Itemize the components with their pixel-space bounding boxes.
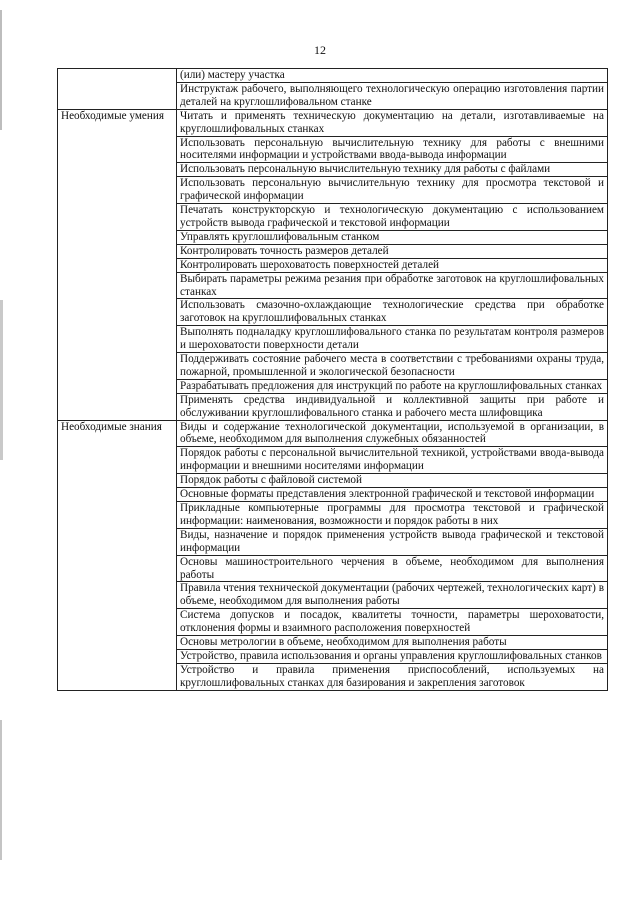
list-item: (или) мастеру участка <box>177 69 608 83</box>
list-item: Читать и применять техническую документацию на детали, изготавливаемые на круглошлифовальных станках <box>177 109 608 136</box>
section-label <box>58 69 177 110</box>
section-label: Необходимые знания <box>58 420 177 690</box>
list-item: Выбирать параметры режима резания при обработке заготовок на круглошлифовальных станках <box>177 272 608 299</box>
list-item: Поддерживать состояние рабочего места в соответствии с требованиями охраны труда, пожарной, промышленной и экологической безопасности <box>177 353 608 380</box>
list-item: Использовать персональную вычислительную технику для работы с внешними носителями информации и устройствами ввода-вывода информации <box>177 136 608 163</box>
page-number: 12 <box>314 43 326 57</box>
list-item: Основные форматы представления электронной графической и текстовой информации <box>177 488 608 502</box>
table-body <box>58 69 608 691</box>
table-row <box>58 69 608 83</box>
table-row <box>58 109 608 136</box>
list-item: Виды, назначение и порядок применения устройств вывода графической и текстовой информации <box>177 528 608 555</box>
list-item: Устройство и правила применения приспособлений, используемых на круглошлифовальных станках для базирования и закрепления заготовок <box>177 663 608 690</box>
scan-edge-marks <box>0 0 14 915</box>
list-item: Выполнять подналадку круглошлифовального станка по результатам контроля размеров и шероховатости поверхности детали <box>177 326 608 353</box>
list-item: Управлять круглошлифовальным станком <box>177 230 608 244</box>
list-item: Разрабатывать предложения для инструкций по работе на круглошлифовальных станках <box>177 379 608 393</box>
list-item: Устройство, правила использования и органы управления круглошлифовальных станков <box>177 649 608 663</box>
list-item: Система допусков и посадок, квалитеты точности, параметры шероховатости, отклонения формы и взаимного расположения поверхностей <box>177 609 608 636</box>
list-item: Печатать конструкторскую и технологическую документацию с использованием устройств вывода графической и текстовой информации <box>177 204 608 231</box>
list-item: Порядок работы с персональной вычислительной техникой, устройствами ввода-вывода информации и внешними носителями информации <box>177 447 608 474</box>
list-item: Применять средства индивидуальной и коллективной защиты при работе и обслуживании круглошлифовального станка и рабочего места шлифовщика <box>177 393 608 420</box>
list-item: Основы метрологии в объеме, необходимом для выполнения работы <box>177 636 608 650</box>
list-item: Инструктаж рабочего, выполняющего технологическую операцию изготовления партии деталей на круглошлифовальном станке <box>177 82 608 109</box>
list-item: Основы машиностроительного черчения в объеме, необходимом для выполнения работы <box>177 555 608 582</box>
list-item: Виды и содержание технологической документации, используемой в организации, в объеме, необходимом для выполнения служебных обязанностей <box>177 420 608 447</box>
list-item: Правила чтения технической документации (рабочих чертежей, технологических карт) в объеме, необходимом для выполнения работы <box>177 582 608 609</box>
list-item: Использовать смазочно-охлаждающие технологические средства при обработке заготовок на круглошлифовальных станках <box>177 299 608 326</box>
section-label: Необходимые умения <box>58 109 177 420</box>
list-item: Использовать персональную вычислительную технику для работы с файлами <box>177 163 608 177</box>
list-item: Порядок работы с файловой системой <box>177 474 608 488</box>
list-item: Контролировать точность размеров деталей <box>177 244 608 258</box>
list-item: Контролировать шероховатость поверхностей деталей <box>177 258 608 272</box>
table-row <box>58 420 608 447</box>
list-item: Прикладные компьютерные программы для просмотра текстовой и графической информации: наименования, возможности и порядок работы в них <box>177 502 608 529</box>
list-item: Использовать персональную вычислительную технику для просмотра текстовой и графической информации <box>177 177 608 204</box>
qualification-table <box>57 68 608 691</box>
